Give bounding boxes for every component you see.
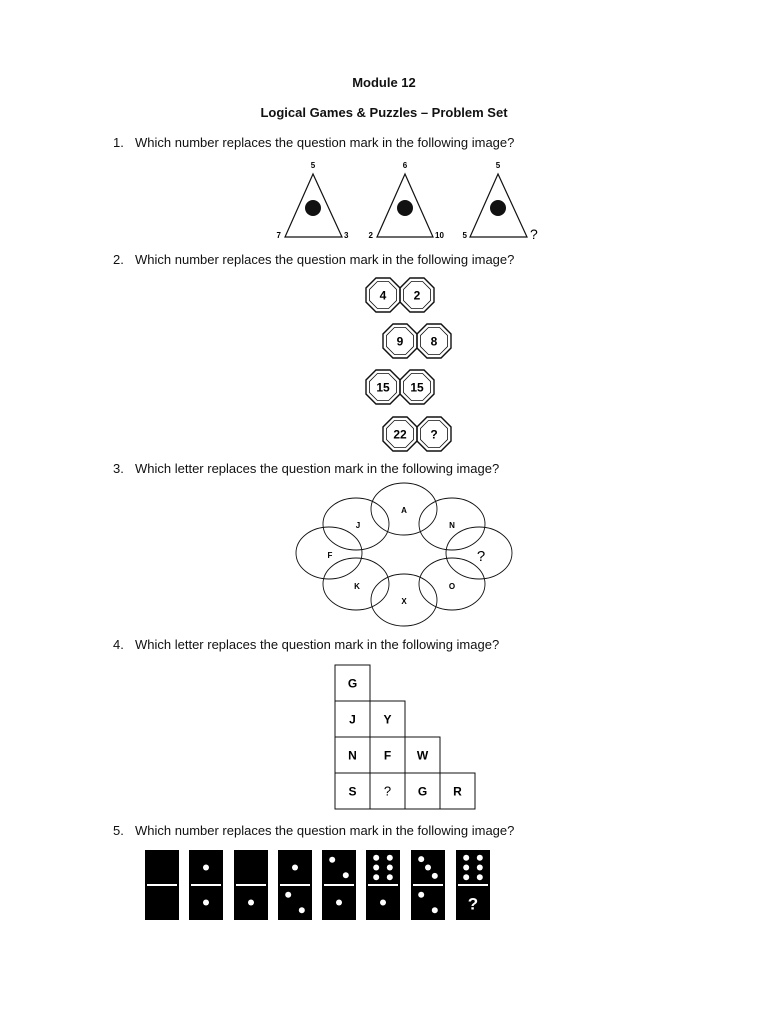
page-title: Module 12 xyxy=(352,75,416,90)
domino-tile xyxy=(366,850,400,920)
triangle-left-number: 2 xyxy=(368,231,373,240)
question-number: 1. xyxy=(113,135,124,150)
grid-letter: J xyxy=(349,712,356,727)
domino-pip xyxy=(463,874,469,880)
domino-tile xyxy=(189,850,223,920)
grid-letter: R xyxy=(453,784,462,799)
grid-letter: G xyxy=(347,676,358,691)
domino-pip xyxy=(418,892,424,898)
domino-pip xyxy=(203,900,209,906)
ring-letter: K xyxy=(354,582,360,591)
octagon-number: 15 xyxy=(410,380,424,395)
ring-letter: X xyxy=(401,597,407,606)
octagon-number: ? xyxy=(430,427,438,442)
ring-question-mark: ? xyxy=(476,548,486,565)
octagon-number: 9 xyxy=(396,334,404,349)
domino-pip xyxy=(432,873,438,879)
question-text: Which number replaces the question mark in the following image? xyxy=(135,823,515,838)
domino-pip xyxy=(387,874,393,880)
domino-pip xyxy=(299,907,305,913)
domino-pip xyxy=(432,907,438,913)
octagon-number: 8 xyxy=(430,334,438,349)
domino-pip xyxy=(343,872,349,878)
grid-letter: G xyxy=(417,784,428,799)
domino-tile xyxy=(278,850,312,920)
domino-pip xyxy=(373,874,379,880)
ring-letter: J xyxy=(355,521,361,530)
domino-pip xyxy=(477,874,483,880)
domino-tile xyxy=(411,850,445,920)
page-subtitle: Logical Games & Puzzles – Problem Set xyxy=(260,105,508,120)
question-text: Which letter replaces the question mark in the following image? xyxy=(135,637,500,652)
grid-letter: S xyxy=(348,784,357,799)
grid-question-mark: ? xyxy=(383,783,392,799)
domino-pip xyxy=(248,900,254,906)
domino-tile xyxy=(145,850,179,920)
question-number: 3. xyxy=(113,461,124,476)
domino-pip xyxy=(425,865,431,871)
question-text: Which letter replaces the question mark in the following image? xyxy=(135,461,500,476)
question-number: 4. xyxy=(113,637,124,652)
ring-letter: F xyxy=(327,551,333,560)
question-number: 2. xyxy=(113,252,124,267)
triangle-left-number: 5 xyxy=(462,231,467,240)
question-number: 5. xyxy=(113,823,124,838)
triangle-top-number: 5 xyxy=(495,161,501,170)
triangle-left-number: 7 xyxy=(276,231,281,240)
domino-pip xyxy=(285,892,291,898)
octagon-number: 15 xyxy=(376,380,390,395)
domino-pip xyxy=(373,865,379,871)
ring-letter: A xyxy=(401,506,407,515)
triangle-right-number: 3 xyxy=(344,231,349,240)
octagon-number: 22 xyxy=(393,427,407,442)
domino-question-mark: ? xyxy=(467,894,479,914)
triangle-top-number: 5 xyxy=(310,161,316,170)
grid-letter: F xyxy=(383,748,392,763)
triangle-right-number: 10 xyxy=(435,231,444,240)
domino-pip xyxy=(463,855,469,861)
domino-pip xyxy=(203,865,209,871)
domino-tile xyxy=(456,850,490,920)
domino-tile xyxy=(234,850,268,920)
octagon-number: 4 xyxy=(379,288,387,303)
triangle-question-mark: ? xyxy=(530,226,538,242)
ring-letter: O xyxy=(448,582,456,591)
grid-letter: W xyxy=(416,748,429,763)
domino-pip xyxy=(387,865,393,871)
domino-pip xyxy=(292,865,298,871)
domino-tile xyxy=(322,850,356,920)
domino-pip xyxy=(463,865,469,871)
domino-pip xyxy=(477,855,483,861)
domino-pip xyxy=(418,856,424,862)
question-text: Which number replaces the question mark in the following image? xyxy=(135,252,515,267)
ring-letter: N xyxy=(449,521,455,530)
domino-pip xyxy=(373,855,379,861)
domino-pip xyxy=(329,857,335,863)
grid-letter: Y xyxy=(383,712,392,727)
domino-pip xyxy=(387,855,393,861)
grid-letter: N xyxy=(348,748,357,763)
triangle-top-number: 6 xyxy=(402,161,408,170)
domino-pip xyxy=(336,900,342,906)
question-text: Which number replaces the question mark in the following image? xyxy=(135,135,515,150)
domino-pip xyxy=(380,900,386,906)
domino-pip xyxy=(477,865,483,871)
octagon-number: 2 xyxy=(413,288,421,303)
